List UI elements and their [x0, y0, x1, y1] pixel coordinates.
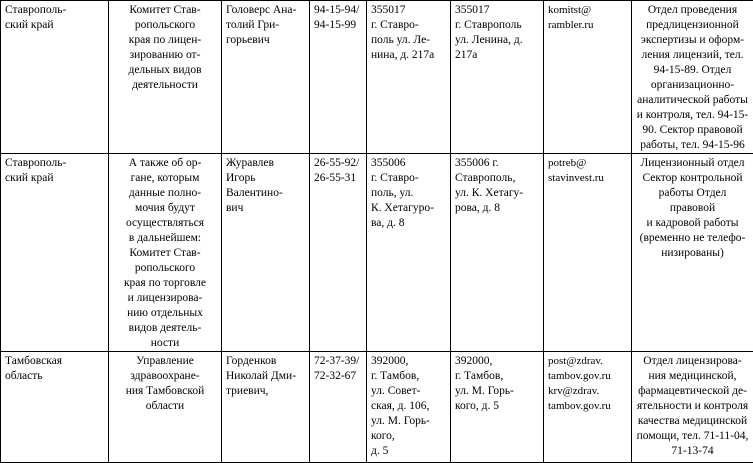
email-text: post@zdrav. tambov.gov.ru krv@zdrav. tambov.gov.ru	[548, 354, 627, 414]
phones-text: 94-15-94/ 94-15-99	[314, 3, 362, 33]
table-row	[1, 154, 753, 352]
legal-address-cell	[367, 154, 451, 352]
actual-address-cell	[451, 352, 544, 463]
organization-cell	[109, 1, 222, 154]
head-text: Журавлев Игорь Валентино- вич	[226, 156, 305, 216]
email-cell	[544, 352, 632, 463]
region-text: Тамбовская область	[5, 354, 104, 384]
legal-address-text: 355006 г. Ставро- поль, ул. К. Хетагуро- ва, д. 8	[371, 156, 446, 231]
phones-text: 72-37-39/ 72-32-67	[314, 354, 362, 384]
legal-address-cell	[367, 1, 451, 154]
actual-address-text: 355017 г. Ставрополь ул. Ленина, д. 217а	[455, 3, 539, 63]
email-text: komitst@ rambler.ru	[548, 3, 627, 33]
phones-cell	[310, 352, 367, 463]
phones-cell	[310, 1, 367, 154]
organization-text: Комитет Став- ропольского края по лицен- зированию от- дельных видов деятельности	[113, 3, 217, 93]
table-row	[1, 1, 753, 154]
legal-address-text: 355017 г. Ставро- поль ул. Ле- нина, д. 217а	[371, 3, 446, 63]
department-cell	[632, 154, 753, 352]
region-cell	[1, 154, 109, 352]
organization-text: Управление здравоохране- ния Тамбовской области	[113, 354, 217, 414]
email-cell	[544, 154, 632, 352]
phones-text: 26-55-92/ 26-55-31	[314, 156, 362, 186]
actual-address-text: 355006 г. Ставрополь, ул. К. Хетагу- рова, д. 8	[455, 156, 539, 216]
head-text: Горденков Николай Дми- триевич,	[226, 354, 305, 399]
head-cell	[222, 1, 310, 154]
region-text: Ставрополь- ский край	[5, 156, 104, 186]
actual-address-cell	[451, 1, 544, 154]
head-cell	[222, 352, 310, 463]
legal-address-text: 392000, г. Тамбов, ул. Совет- ская, д. 106, ул. М. Горь- кого, д. 5	[371, 354, 446, 459]
department-cell	[632, 1, 753, 154]
email-cell	[544, 1, 632, 154]
head-cell	[222, 154, 310, 352]
head-text: Головерс Ана- толий Гри- горьевич	[226, 3, 305, 48]
organization-cell	[109, 352, 222, 463]
organization-text: А также об ор- гане, которым данные полно- мочия будут осуществляться в дальнейшем: Комитет Став- ропольского края по торговле и лицензирова- нию отдельных видов деятель- ности	[113, 156, 217, 351]
region-text: Ставрополь- ский край	[5, 3, 104, 33]
actual-address-text: 392000, г. Тамбов, ул. М. Горь- кого, д. 5	[455, 354, 539, 414]
legal-address-cell	[367, 352, 451, 463]
email-text: potreb@ stavinvest.ru	[548, 156, 627, 186]
region-cell	[1, 1, 109, 154]
phones-cell	[310, 154, 367, 352]
organization-cell	[109, 154, 222, 352]
department-cell	[632, 352, 753, 463]
actual-address-cell	[451, 154, 544, 352]
region-cell	[1, 352, 109, 463]
department-text: Лицензионный отдел Сектор контрольной работы Отдел правовой и кадровой работы (временно не телефо- низированы)	[636, 156, 749, 261]
department-text: Отдел лицензирова- ния медицинской, фармацевтической де- ятельности и контроля качества медицинской помощи, тел. 71-11-04, 71-13-74	[636, 354, 749, 459]
table-row	[1, 352, 753, 463]
department-text: Отдел проведения предлицензионной экспертизы и оформ- ления лицензий, тел. 94-15-89. Отдел организационно- аналитической работы и контроля, тел. 94-15- 90. Сектор правовой работы, тел. 94-15-96	[636, 3, 749, 153]
